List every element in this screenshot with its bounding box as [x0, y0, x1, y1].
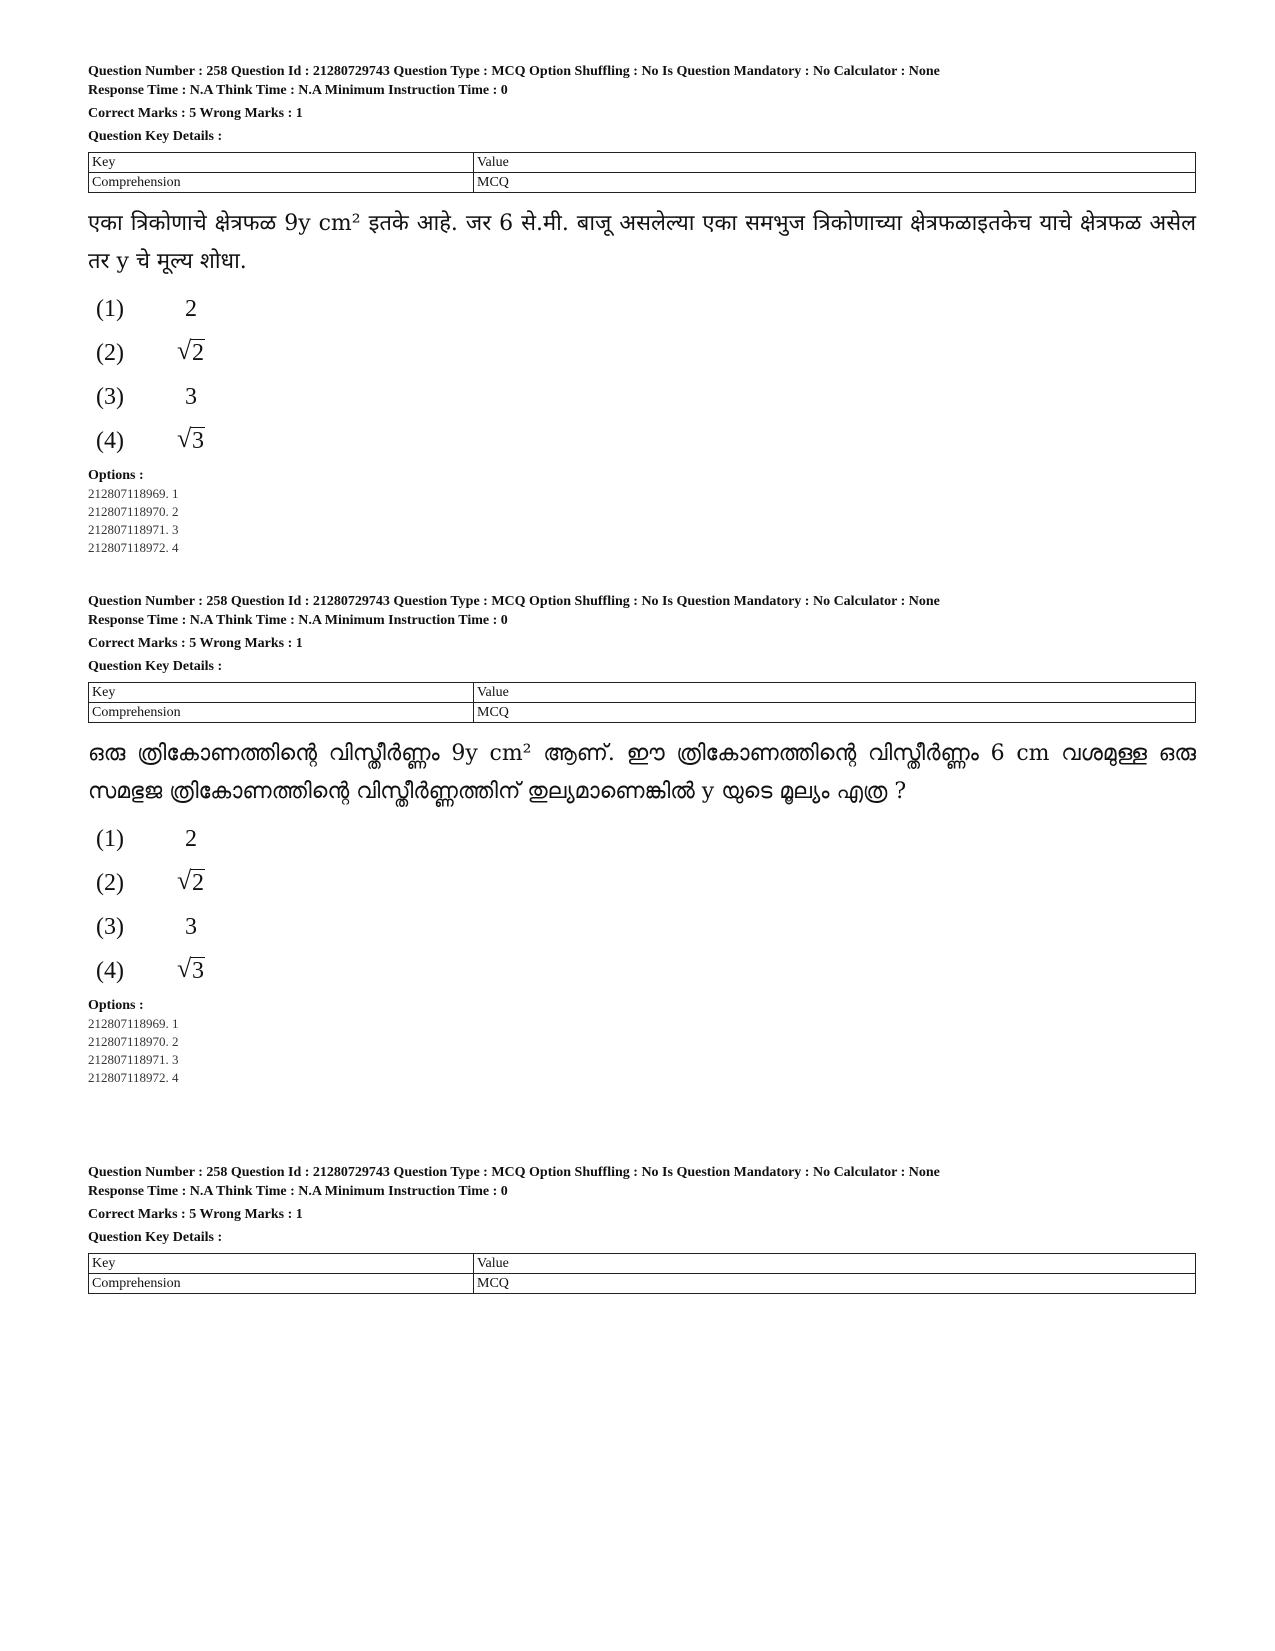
option-value: 3: [185, 913, 197, 940]
option-number: (4): [96, 427, 124, 454]
option-item: [88, 817, 1188, 861]
option-id: 212807118971. 3: [88, 1052, 179, 1067]
option-number: (1): [96, 825, 124, 852]
table-cell-key: Comprehension: [89, 1274, 474, 1294]
table-cell-key: Comprehension: [89, 703, 474, 723]
option-list: [88, 817, 1188, 993]
table-header-key: Key: [89, 683, 474, 703]
meta-line-question-info: Question Number : 258 Question Id : 21280729743 Question Type : MCQ Option Shuffling : No Is Question Mandatory : No Calculator : None: [88, 594, 940, 609]
table-header-key: Key: [89, 153, 474, 173]
option-id: 212807118971. 3: [88, 522, 179, 537]
meta-line-timing: Response Time : N.A Think Time : N.A Minimum Instruction Time : 0: [88, 1184, 508, 1199]
option-id: 212807118972. 4: [88, 1070, 179, 1085]
option-value: 3: [192, 427, 204, 454]
option-item: [88, 861, 1188, 905]
option-number: (1): [96, 295, 124, 322]
meta-line-key-details: Question Key Details :: [88, 129, 223, 144]
option-id: 212807118970. 2: [88, 1034, 179, 1049]
option-number: (2): [96, 339, 124, 366]
option-id: 212807118970. 2: [88, 504, 179, 519]
option-list: [88, 287, 1188, 463]
question-text-malayalam: ഒരു ത്രികോണത്തിന്റെ വിസ്തീർണ്ണം 9y cm² ആണ്. ഈ ത്രികോണത്തിന്റെ വിസ്തീർണ്ണം 6 cm വശമുള്ള ഒരു സമഭുജ ത്രികോണത്തിന്റെ വിസ്തീർണ്ണത്തിന് തുല്യമാണെങ്കിൽ y യുടെ മൂല്യം എത്ര ?: [88, 741, 1196, 804]
table-header-key: Key: [89, 1254, 474, 1274]
option-value: 2: [185, 295, 197, 322]
table-header-value: Value: [474, 153, 1196, 173]
table-cell-value: MCQ: [474, 1274, 1196, 1294]
meta-line-key-details: Question Key Details :: [88, 1230, 223, 1245]
option-item: [88, 949, 1188, 993]
option-item: [88, 905, 1188, 949]
option-id-list: [88, 467, 1188, 557]
option-item: [88, 287, 1188, 331]
option-number: (3): [96, 383, 124, 410]
table-header-value: Value: [474, 1254, 1196, 1274]
option-id: 212807118969. 1: [88, 1016, 179, 1031]
table-cell-value: MCQ: [474, 173, 1196, 193]
meta-line-marks: Correct Marks : 5 Wrong Marks : 1: [88, 1207, 303, 1222]
question-meta: [88, 592, 1188, 676]
option-item: [88, 331, 1188, 375]
question-block-3: [88, 1163, 1188, 1294]
meta-line-timing: Response Time : N.A Think Time : N.A Minimum Instruction Time : 0: [88, 83, 508, 98]
options-label: Options :: [88, 998, 144, 1013]
option-value: 2: [192, 869, 204, 896]
meta-line-question-info: Question Number : 258 Question Id : 21280729743 Question Type : MCQ Option Shuffling : No Is Question Mandatory : No Calculator : None: [88, 64, 940, 79]
key-value-table: [88, 1253, 1196, 1294]
option-value: 2: [192, 339, 204, 366]
sqrt-symbol: √ 2: [177, 335, 204, 366]
question-text-marathi: एका त्रिकोणाचे क्षेत्रफळ 9y cm² इतके आहे. जर 6 से.मी. बाजू असलेल्या एका समभुज त्रिकोणाच्या क्षेत्रफळाइतकेच याचे क्षेत्रफळ असेल तर y चे मूल्य शोधा.: [88, 211, 1196, 274]
option-item: [88, 419, 1188, 463]
options-label: Options :: [88, 468, 144, 483]
key-value-table: [88, 682, 1196, 723]
meta-line-marks: Correct Marks : 5 Wrong Marks : 1: [88, 636, 303, 651]
meta-line-key-details: Question Key Details :: [88, 659, 223, 674]
option-id: 212807118969. 1: [88, 486, 179, 501]
option-value: 2: [185, 825, 197, 852]
sqrt-symbol: √ 3: [177, 423, 204, 454]
option-id-list: [88, 997, 1188, 1087]
question-block-2: [88, 592, 1196, 1087]
table-cell-key: Comprehension: [89, 173, 474, 193]
option-value: 3: [192, 957, 204, 984]
sqrt-symbol: √ 2: [177, 865, 204, 896]
meta-line-marks: Correct Marks : 5 Wrong Marks : 1: [88, 106, 303, 121]
key-value-table: [88, 152, 1196, 193]
sqrt-symbol: √ 3: [177, 953, 204, 984]
meta-line-timing: Response Time : N.A Think Time : N.A Minimum Instruction Time : 0: [88, 613, 508, 628]
option-id: 212807118972. 4: [88, 540, 179, 555]
table-cell-value: MCQ: [474, 703, 1196, 723]
option-number: (3): [96, 913, 124, 940]
question-meta: [88, 1163, 1188, 1247]
option-number: (2): [96, 869, 124, 896]
option-value: 3: [185, 383, 197, 410]
meta-line-question-info: Question Number : 258 Question Id : 21280729743 Question Type : MCQ Option Shuffling : No Is Question Mandatory : No Calculator : None: [88, 1165, 940, 1180]
question-block-1: [88, 62, 1196, 557]
option-number: (4): [96, 957, 124, 984]
table-header-value: Value: [474, 683, 1196, 703]
question-meta: [88, 62, 1188, 146]
option-item: [88, 375, 1188, 419]
